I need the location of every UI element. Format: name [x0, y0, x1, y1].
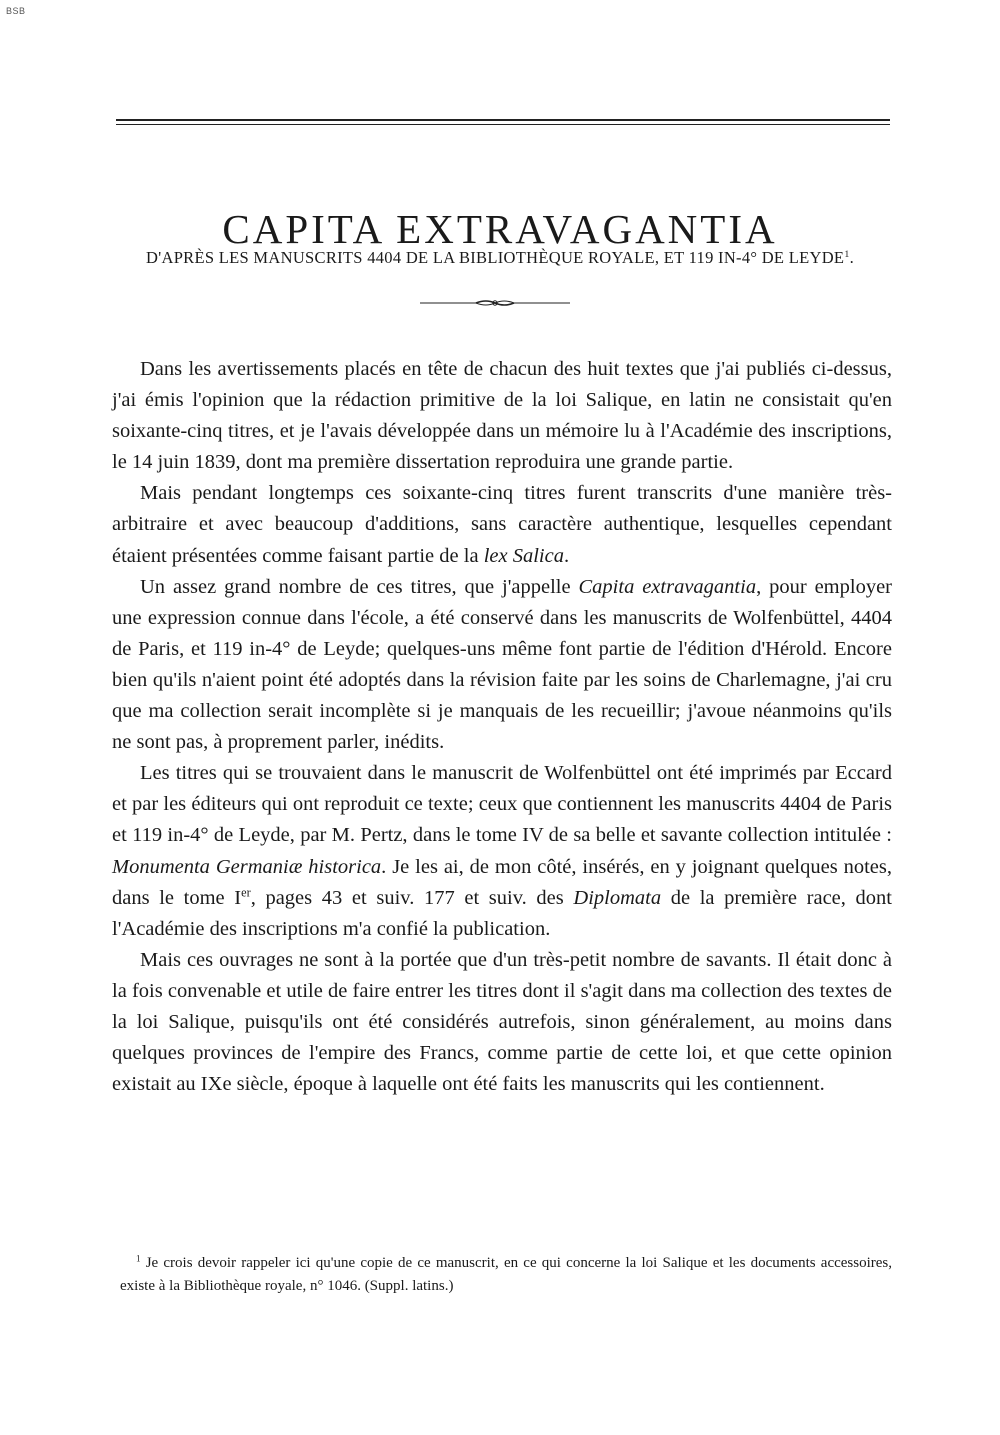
- page-subtitle: D'APRÈS LES MANUSCRITS 4404 DE LA BIBLIOTHÈQUE ROYALE, ET 119 IN-4° DE LEYDE$^1$.: [146, 248, 854, 267]
- subtitle-text: D'APRÈS LES MANUSCRITS 4404 DE LA BIBLIOTHÈQUE ROYALE, ET 119 IN-4° DE LEYDE: [146, 248, 845, 267]
- footnote-paragraph: [120, 1252, 892, 1298]
- ornament-divider: [420, 298, 570, 308]
- paragraph-4-text-b: . Je les ai, de mon côté, insérés, en y joignant quelques notes, dans le tome I: [112, 855, 892, 909]
- body-text: [112, 354, 892, 1100]
- paragraph-1: Dans les avertissements placés en tête de chacun des huit textes que j'ai publiés ci-dessus, j'ai émis l'opinion que la rédaction primitive de la loi Salique, en latin ne consistait qu'en soixante-cinq titres, et je l'avais développée dans un mémoire lu à l'Académie des inscriptions, le 14 juin 1839, dont ma première dissertation reproduira une grande partie.: [112, 358, 892, 474]
- paragraph-5: Mais ces ouvrages ne sont à la portée que d'un très-petit nombre de savants. Il était donc à la fois convenable et utile de faire entrer les titres dont il s'agit dans ma collection des textes de la loi Salique, puisqu'ils ont été considérés autrefois, sinon généralement, au moins dans quelques provinces de l'empire des Francs, comme partie de cette loi, et que cette opinion existait au IXe siècle, époque à laquelle ont été faits les manuscrits qui les contiennent.: [112, 948, 892, 1096]
- paragraph-3: [112, 572, 892, 759]
- header-rule-thick: [116, 119, 890, 121]
- subtitle-footnote-marker: 1: [844, 249, 850, 261]
- paragraph-4-italic-1: Monumenta Germaniæ historica: [112, 855, 382, 878]
- paragraph-4-text-c: , pages 43 et suiv. 177 et suiv. des: [250, 886, 574, 909]
- header-rule-thin: [116, 124, 890, 125]
- paragraph-2: [112, 478, 892, 571]
- paragraph-4: [112, 758, 892, 945]
- paragraph-4-text-d: de la première race, dont l'Académie des inscriptions m'a confié la publication.: [112, 886, 892, 940]
- paragraph-3-italic: Capita extravagantia: [578, 575, 757, 598]
- paragraph-4-italic-2: Diplomata: [573, 886, 662, 909]
- paragraph-3-text-a: Un assez grand nombre de ces titres, que j'appelle: [140, 575, 579, 598]
- paragraph-3-text-b: , pour employer une expression connue dans l'école, a été conservé dans les manuscrits de Wolfenbüttel, 4404 de Paris, et 119 in-4° de Leyde; quelques-uns même font partie de l'édition d'Hérold. Encore bien qu'ils n'aient point été adoptés dans la révision faite par les soins de Charlemagne, j'ai cru que ma collection serait incomplète si je manquais de les recueillir; j'avoue néanmoins qu'ils ne sont pas, à proprement parler, inédits.: [112, 575, 892, 754]
- footnote-text: Je crois devoir rappeler ici qu'une copie de ce manuscrit, en ce qui concerne la loi Salique et les documents accessoires, existe à la Bibliothèque royale, n° 1046. (Suppl. latins.): [120, 1255, 892, 1294]
- footnote: [120, 1252, 892, 1298]
- paragraph-2-end: .: [563, 544, 570, 567]
- library-stamp: BSB: [6, 6, 26, 16]
- paragraph-4-text-a: Les titres qui se trouvaient dans le manuscrit de Wolfenbüttel ont été imprimés par Eccard et par les éditeurs qui ont reproduit ce texte; ceux que contiennent les manuscrits 4404 de Paris et 119 in-4° de Leyde, par M. Pertz, dans le tome IV de sa belle et savante collection intitulée :: [112, 762, 892, 847]
- paragraph-2-text: Mais pendant longtemps ces soixante-cinq titres furent transcrits d'une manière très-arbitraire et avec beaucoup d'additions, sans caractère authentique, lesquelles cependant étaient présentées comme faisant partie de la: [112, 482, 892, 567]
- paragraph-4-superscript: er: [241, 885, 251, 900]
- footnote-marker: 1: [136, 1253, 141, 1264]
- page-title: CAPITA EXTRAVAGANTIA: [222, 206, 778, 253]
- paragraph-2-italic: lex Salica: [483, 544, 564, 567]
